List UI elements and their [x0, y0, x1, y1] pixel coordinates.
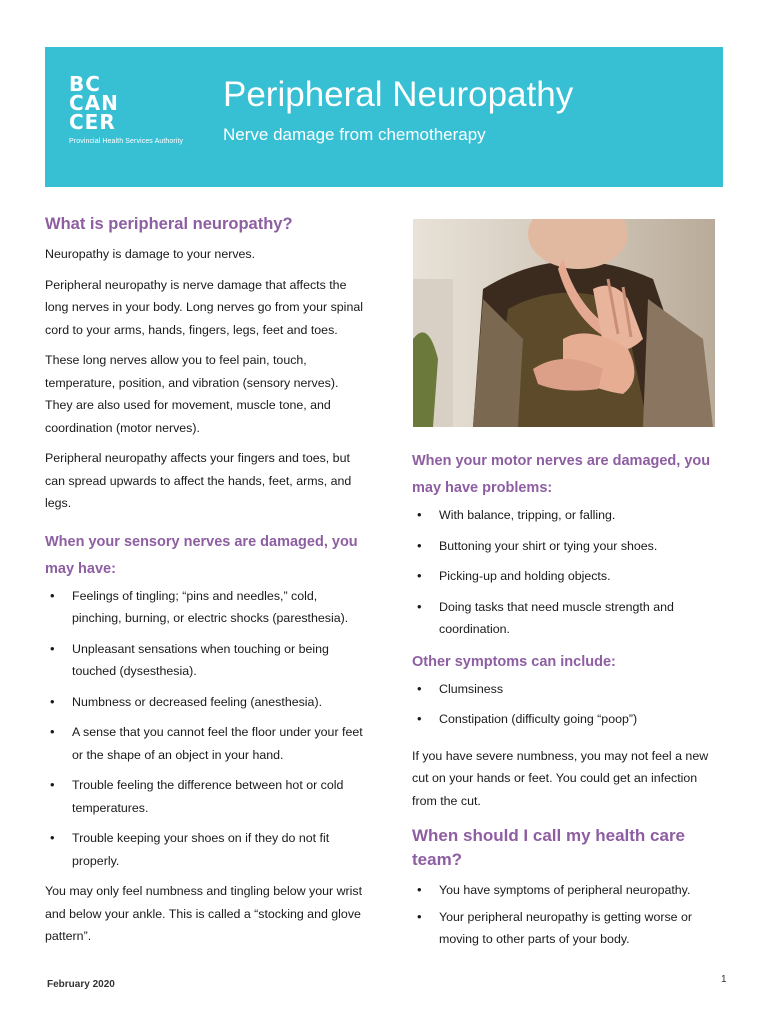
paragraph: These long nerves allow you to feel pain, touch, temperature, position, and vibration (sensory nerves). They are also used for movement, muscle tone, and coordination (motor nerves). [45, 353, 339, 435]
paragraph-severe-numbness: If you have severe numbness, you may not feel a new cut on your hands or feet. You could get an infection from the cut. [412, 748, 709, 808]
motor-problem-list [412, 504, 722, 641]
header-banner [45, 47, 723, 187]
right-column [412, 448, 722, 959]
logo-line-1: BC [69, 72, 101, 96]
paragraph: Neuropathy is damage to your nerves. [45, 247, 256, 261]
list-item: • Trouble keeping your shoes on if they do not fit properly. [45, 827, 363, 872]
logo-line-3: CER [69, 110, 116, 134]
list-item: • Clumsiness [412, 678, 722, 701]
page-number: 1 [721, 974, 727, 985]
list-item: • Doing tasks that need muscle strength and coordination. [412, 596, 722, 641]
list-item: • A sense that you cannot feel the floor under your feet or the shape of an object in your hand. [45, 721, 363, 766]
other-symptom-list [412, 678, 722, 731]
logo-subtitle: Provincial Health Services Authority [69, 138, 184, 145]
paragraph: Peripheral neuropathy is nerve damage that affects the long nerves in your body. Long nerves go from your spinal cord to your arms, hands, fingers, legs, feet and toes. [45, 277, 363, 337]
hands-illustration [413, 219, 715, 427]
list-item: • With balance, tripping, or falling. [412, 504, 722, 527]
paragraph-stocking-glove: You may only feel numbness and tingling below your wrist and below your ankle. This is called a “stocking and glove pattern”. [45, 884, 363, 943]
list-item: • Your peripheral neuropathy is getting worse or moving to other parts of your body. [412, 906, 722, 951]
sensory-symptom-list [45, 585, 363, 873]
heading-call-health-team: When should I call my health care team? [412, 826, 686, 869]
document-subtitle: Nerve damage from chemotherapy [223, 125, 486, 144]
call-team-list [412, 879, 722, 951]
heading-sensory-nerves: When your sensory nerves are damaged, you may have: [45, 533, 358, 577]
list-item: • You have symptoms of peripheral neuropathy. [412, 879, 722, 902]
document-title: Peripheral Neuropathy [223, 75, 574, 114]
paragraph: Peripheral neuropathy affects your fingers and toes, but can spread upwards to affect the hands, feet, arms, and legs. [45, 451, 352, 510]
list-item: • Feelings of tingling; “pins and needles,” cold, pinching, burning, or electric shocks (paresthesia). [45, 585, 363, 630]
footer-date: February 2020 [47, 979, 115, 990]
list-item: • Picking-up and holding objects. [412, 565, 722, 588]
list-item: • Numbness or decreased feeling (anesthesia). [45, 691, 363, 714]
list-item: • Trouble feeling the difference between hot or cold temperatures. [45, 774, 363, 819]
heading-other-symptoms: Other symptoms can include: [412, 653, 616, 670]
list-item: • Constipation (difficulty going “poop”) [412, 708, 722, 731]
hands-photo [413, 219, 715, 427]
list-item: • Unpleasant sensations when touching or being touched (dysesthesia). [45, 638, 363, 683]
logo-line-2: CAN [69, 91, 119, 115]
left-column [45, 213, 363, 956]
heading-what-is: What is peripheral neuropathy? [45, 215, 293, 233]
heading-motor-nerves: When your motor nerves are damaged, you may have problems: [412, 453, 711, 496]
bc-cancer-logo [69, 72, 184, 145]
list-item: • Buttoning your shirt or tying your shoes. [412, 535, 722, 558]
